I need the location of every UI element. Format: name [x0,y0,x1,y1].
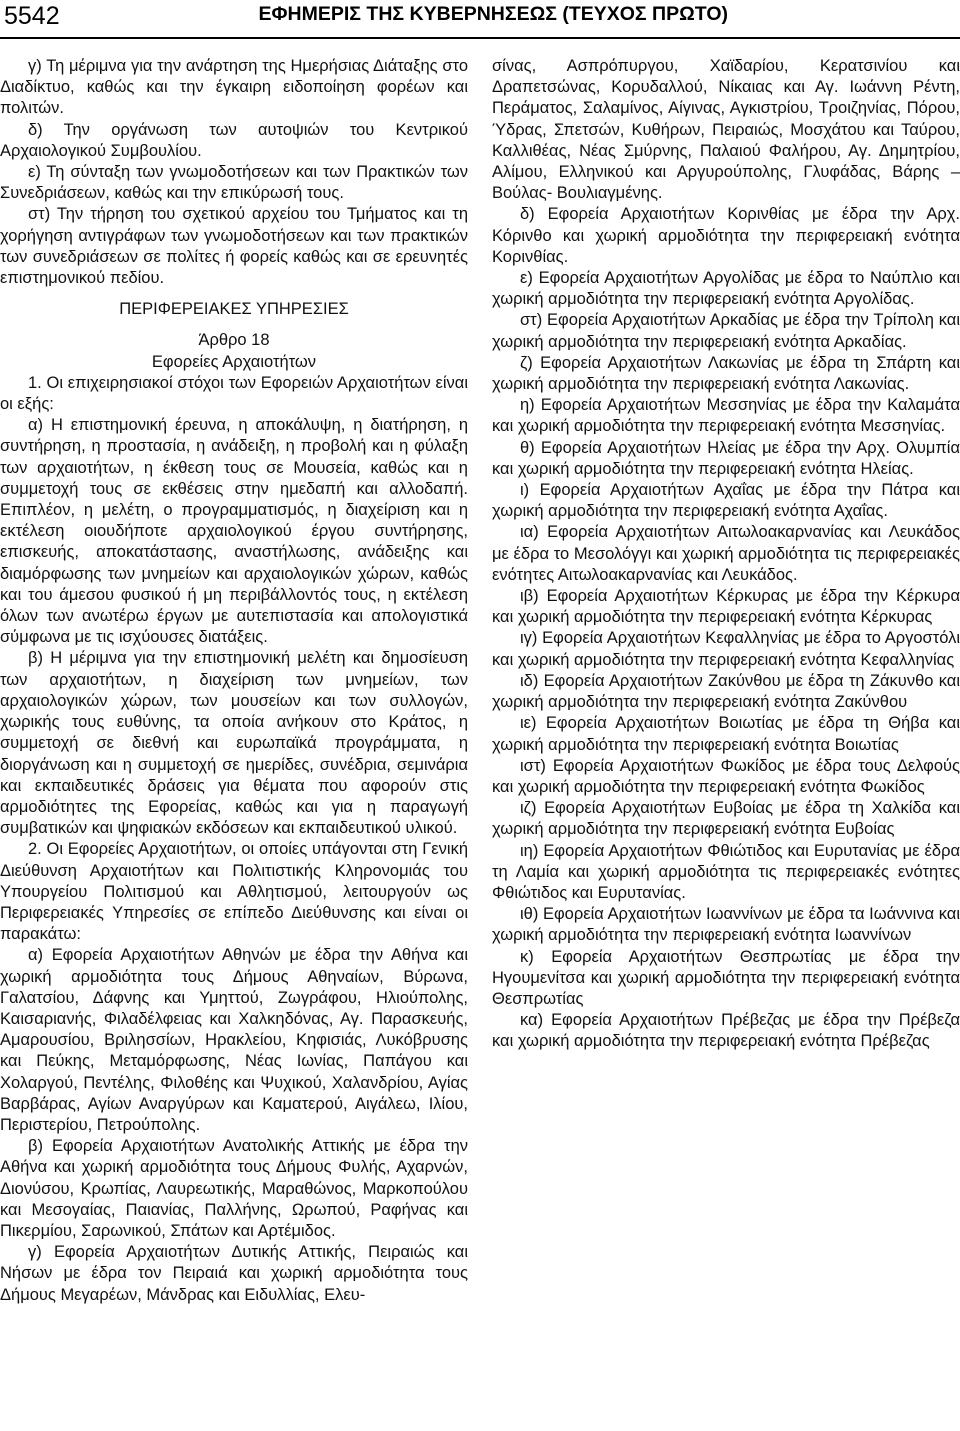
section-heading: ΠΕΡΙΦΕΡΕΙΑΚΕΣ ΥΠΗΡΕΣΙΕΣ [119,300,349,319]
right-column [492,56,960,1053]
paragraph: ιβ) Εφορεία Αρχαιοτήτων Κέρκυρας με έδρα την Κέρκυρα και χωρική αρμοδιότητα την περιφερειακή ενότητα Κέρκυρας [492,587,960,627]
paragraph: δ) Εφορεία Αρχαιοτήτων Κορινθίας με έδρα την Αρχ. Κόρινθο και χωρική αρμοδιότητα την περιφερειακή ενότητα Κορινθίας. [492,205,960,266]
paragraph: ιθ) Εφορεία Αρχαιοτήτων Ιωαννίνων με έδρα τα Ιωάννινα και χωρική αρμοδιότητα την περιφερειακή ενότητα Ιωαννίνων [492,905,960,945]
paragraph: θ) Εφορεία Αρχαιοτήτων Ηλείας με έδρα την Αρχ. Ολυμπία και χωρική αρμοδιότητα την περιφερειακή ενότητα Ηλείας. [492,438,960,478]
paragraph: ιγ) Εφορεία Αρχαιοτήτων Κεφαλληνίας με έδρα το Αργοστόλι και χωρική αρμοδιότητα την περιφερειακή ενότητα Κεφαλληνίας [492,629,960,669]
paragraph: δ) Την οργάνωση των αυτοψιών του Κεντρικού Αρχαιολογικού Συμβουλίου. [0,120,468,160]
header-rule [0,37,960,39]
paragraph: β) Εφορεία Αρχαιοτήτων Ανατολικής Αττικής με έδρα την Αθήνα και χωρική αρμοδιότητα τους Δήμους Φυλής, Αχαρνών, Διονύσου, Κρωπίας, Λαυρεωτικής, Μαραθώνος, Μαρκοπούλου και Μεσογαίας, Παιανίας, Παλλήνης, Ωρωπού, Ραφήνας και Πικερμίου, Σαρωνικού, Σπάτων και Αρτέμιδος. [0,1137,468,1240]
left-column [0,56,468,1306]
page-header [0,0,960,38]
paragraph: γ) Τη μέριμνα για την ανάρτηση της Ημερήσιας Διάταξης στο Διαδίκτυο, καθώς και την έγκαιρη ειδοποίηση φορέων και πολιτών. [0,57,468,118]
running-title: ΕΦΗΜΕΡΙΣ ΤΗΣ ΚΥΒΕΡΝΗΣΕΩΣ (ΤΕΥΧΟΣ ΠΡΩΤΟ) [258,3,728,25]
article-number: Άρθρο 18 [198,331,270,350]
paragraph: ιδ) Εφορεία Αρχαιοτήτων Ζακύνθου με έδρα τη Ζάκυνθο και χωρική αρμοδιότητα την περιφερειακή ενότητα Ζακύνθου [492,671,960,712]
paragraph: ια) Εφορεία Αρχαιοτήτων Αιτωλοακαρνανίας και Λευκάδος με έδρα το Μεσολόγγι και χωρική αρμοδιότητα τις περιφερειακές ενότητες Αιτωλοακαρνανίας και Λευκάδος. [492,523,960,584]
paragraph: κ) Εφορεία Αρχαιοτήτων Θεσπρωτίας με έδρα την Ηγουμενίτσα και χωρική αρμοδιότητα την περιφερειακή ενότητα Θεσπρωτίας [492,947,960,1008]
paragraph: 1. Οι επιχειρησιακοί στόχοι των Εφορειών Αρχαιοτήτων είναι οι εξής: [0,373,468,414]
paragraph: ιζ) Εφορεία Αρχαιοτήτων Ευβοίας με έδρα τη Χαλκίδα και χωρική αρμοδιότητα την περιφερειακή ενότητα Ευβοίας [492,799,960,839]
paragraph: ιη) Εφορεία Αρχαιοτήτων Φθιώτιδος και Ευρυτανίας με έδρα τη Λαμία και χωρική αρμοδιότητα τις περιφερειακές ενότητες Φθιώτιδος και Ευρυτανίας. [492,841,960,902]
paragraph: β) Η μέριμνα για την επιστημονική μελέτη και δημοσίευση των αρχαιοτήτων, η διαχείριση των μνημείων, των αρχαιολογικών χώρων, των μουσείων και των συλλογών, χωρικής τους ευθύνης, τα οποία ανήκουν στο Κράτος, η συμμετοχή σε διεθνή και ευρωπαϊκά προγράμματα, η διοργάνωση και η συμμετοχή σε ημερίδες, συνέδρια, σεμινάρια και εκπαιδευτικές δράσεις για θέματα που αφορούν στις αρμοδιότητες της Εφορείας, καθώς και για η παραγωγή συμβατικών και ψηφιακών εκδόσεων και εκπαιδευτικού υλικού. [0,649,468,838]
article-title: Εφορείες Αρχαιοτήτων [151,352,317,371]
paragraph: στ) Εφορεία Αρχαιοτήτων Αρκαδίας με έδρα την Τρίπολη και χωρική αρμοδιότητα την περιφερειακή ενότητα Αρκαδίας. [492,311,960,351]
paragraph-continuation: σίνας, Ασπρόπυργου, Χαϊδαρίου, Κερατσινίου και Δραπετσώνας, Κορυδαλλού, Νίκαιας και Αγ. Ιωάννη Ρέντη, Περάματος, Σαλαμίνος, Αίγινας, Αγκιστρίου, Τροιζηνίας, Πόρου, Ύδρας, Σπετσών, Κυθήρων, Πειραιώς, Μοσχάτου και Ταύρου, Καλλιθέας, Νέας Σμύρνης, Παλαιού Φαλήρου, Αγ. Δημητρίου, Αλίμου, Ελληνικού και Αργυρούπολης, Γλυφάδας, Βάρης – Βούλας- Βουλιαγμένης. [492,57,960,203]
paragraph: ζ) Εφορεία Αρχαιοτήτων Λακωνίας με έδρα τη Σπάρτη και χωρική αρμοδιότητα την περιφερειακή ενότητα Λακωνίας. [492,353,960,394]
paragraph: ε) Τη σύνταξη των γνωμοδοτήσεων και των Πρακτικών των Συνεδριάσεων, καθώς και την επικύρωσή τους. [0,163,468,203]
paragraph: 2. Οι Εφορείες Αρχαιοτήτων, οι οποίες υπάγονται στη Γενική Διεύθυνση Αρχαιοτήτων και Πολιτιστικής Κληρονομιάς του Υπουργείου Πολιτισμού και Αθλητισμού, λειτουργούν ως Περιφερειακές Υπηρεσίες σε επίπεδο Διεύθυνσης και είναι οι παρακάτω: [0,840,468,944]
paragraph: στ) Την τήρηση του σχετικού αρχείου του Τμήματος και τη χορήγηση αντιγράφων των γνωμοδοτήσεων και των πρακτικών των συνεδριάσεων σε πολίτες ή φορείς καθώς και σε ερευνητές επιστημονικού πεδίου. [0,205,468,288]
paragraph: η) Εφορεία Αρχαιοτήτων Μεσσηνίας με έδρα την Καλαμάτα και χωρική αρμοδιότητα την περιφερειακή ενότητα Μεσσηνίας. [492,396,960,436]
paragraph: α) Η επιστημονική έρευνα, η αποκάλυψη, η διατήρηση, η συντήρηση, η προστασία, η ανάδειξη, η προβολή και η φύλαξη των αρχαιοτήτων, η έκθεση τους σε Μουσεία, καθώς και η συμμετοχή τους σε εκθέσεις στην ημεδαπή και αλλοδαπή. Επιπλέον, η μελέτη, ο προγραμματισμός, η διαχείριση και η εκτέλεση οιουδήποτε αρχαιολογικού έργου συντήρησης, επισκευής, αποκατάστασης, αναστήλωσης, ανάδειξης και διαμόρφωσης των μνημείων και αρχαιολογικών χώρων, καθώς και του άμεσου φυσικού ή μη περιβάλλοντός τους, η εκτέλεση όλων των ανωτέρω έργων με αυτεπιστασία και απολογιστικά σύμφωνα με τις ισχύουσες διατάξεις. [0,416,468,647]
paragraph: ε) Εφορεία Αρχαιοτήτων Αργολίδας με έδρα το Ναύπλιο και χωρική αρμοδιότητα την περιφερειακή ενότητα Αργολίδας. [492,269,960,309]
paragraph: ιστ) Εφορεία Αρχαιοτήτων Φωκίδος με έδρα τους Δελφούς και χωρική αρμοδιότητα την περιφερειακή ενότητα Φωκίδος [492,756,960,796]
paragraph: κα) Εφορεία Αρχαιοτήτων Πρέβεζας με έδρα την Πρέβεζα και χωρική αρμοδιότητα την περιφερειακή ενότητα Πρέβεζας [492,1011,960,1051]
paragraph: ι) Εφορεία Αρχαιοτήτων Αχαΐας με έδρα την Πάτρα και χωρική αρμοδιότητα την περιφερειακή ενότητα Αχαΐας. [492,481,960,521]
paragraph: γ) Εφορεία Αρχαιοτήτων Δυτικής Αττικής, Πειραιώς και Νήσων με έδρα τον Πειραιά και χωρική αρμοδιότητα τους Δήμους Μεγαρέων, Μάνδρας και Ειδυλλίας, Ελευ- [0,1243,468,1304]
paragraph: ιε) Εφορεία Αρχαιοτήτων Βοιωτίας με έδρα τη Θήβα και χωρική αρμοδιότητα την περιφερειακή ενότητα Βοιωτίας [492,714,960,754]
paragraph: α) Εφορεία Αρχαιοτήτων Αθηνών με έδρα την Αθήνα και χωρική αρμοδιότητα τους Δήμους Αθηναίων, Βύρωνα, Γαλατσίου, Δάφνης και Υμηττού, Ζωγράφου, Ηλιούπολης, Καισαριανής, Φιλαδέλφειας και Χαλκηδόνας, Αγ. Παρασκευής, Αμαρουσίου, Βριλησσίων, Ηρακλείου, Κηφισιάς, Λυκόβρυσης και Πεύκης, Μεταμόρφωσης, Νέας Ιωνίας, Παπάγου και Χολαργού, Πεντέλης, Φιλοθέης και Ψυχικού, Χαλανδρίου, Αγίας Βαρβάρας, Αγίων Αναργύρων και Καματερού, Αιγάλεω, Ιλίου, Περιστερίου, Πετρούπολης. [0,946,468,1134]
page-number: 5542 [4,2,60,30]
